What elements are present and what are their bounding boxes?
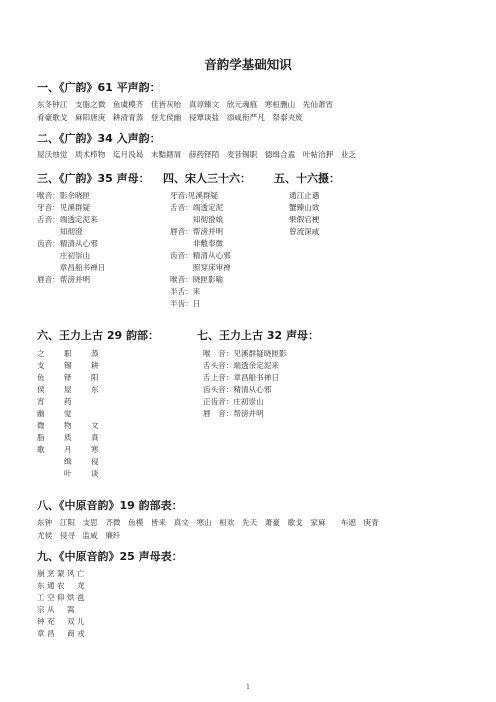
- list-item: 半舌：来: [170, 287, 201, 296]
- page-title: 音韵学基础知识: [204, 57, 292, 72]
- section-3-list: [37, 190, 105, 286]
- list-item: 工 空 仰 烘 邕: [37, 593, 85, 602]
- table-row: 微 物 文: [37, 421, 99, 430]
- list-item: 唇音：帮滂并明: [37, 275, 91, 284]
- list-item: 牙音：见溪群疑: [37, 203, 91, 212]
- section-6-heading: 六、王力上古 29 韵部：: [37, 329, 159, 342]
- table-row: 宵 药: [37, 397, 72, 406]
- list-item: 唇音：帮滂并明: [170, 227, 224, 236]
- list-item: 喉音：影余晓匣: [37, 191, 91, 200]
- list-item: 照穿床审禅: [170, 263, 231, 272]
- list-item: 非敷奉微: [170, 239, 224, 248]
- table-row: 幽 觉: [37, 409, 72, 418]
- table-row: 歌 月 寒: [37, 445, 99, 454]
- table-row: 之 职 蒸: [37, 349, 99, 358]
- list-item: 齿头音：精清从心邪: [203, 385, 272, 394]
- list-item: 舌音：端透定泥: [170, 203, 224, 212]
- table-row: 叶 谈: [64, 469, 99, 478]
- list-item: 牙音:见溪群疑: [170, 191, 219, 200]
- list-item: 半齿：日: [170, 299, 201, 308]
- list-item: 果假宕梗: [289, 215, 320, 224]
- list-item: 喉音：晓匣影喻: [170, 275, 224, 284]
- table-row: 支 锡 耕: [37, 361, 99, 370]
- section-4-list: [170, 190, 231, 310]
- table-row: 脂 质 真: [37, 433, 99, 442]
- list-item: 庄初崇山: [37, 251, 91, 260]
- list-item: 章昌船书禅日: [37, 263, 106, 272]
- list-item: 崩 烹 蒙 风 亡: [37, 569, 85, 578]
- section-1-line-1: 东冬钟江 支脂之微 鱼虞模齐 佳皆灰咍 真谆臻文 欣元魂痕 寒桓删山 先仙萧宵: [37, 100, 334, 109]
- section-1-heading: 一、《广韵》61 平声韵：: [37, 81, 161, 94]
- section-4-heading: 四、宋人三十六：: [163, 172, 251, 185]
- section-2-heading: 二、《广韵》34 入声韵：: [37, 132, 161, 145]
- table-row: 鱼 铎 阳: [37, 373, 99, 382]
- list-item: 知彻澄娘: [170, 215, 224, 224]
- section-2-line-1: 屋沃烛觉 质术栉物 迄月没曷 末黠鎋屑 薛药铎陌 麦昔锡职 德缉合盍 叶帖洽狎 业乏: [37, 150, 356, 159]
- section-8-line-1: 东钟 江阳 支思 齐微 鱼模 皆来 真文 寒山 桓欢 先天 萧豪 歌戈 家麻 车遮 庚青: [37, 518, 379, 527]
- list-item: 正齿音：庄初崇山: [203, 397, 264, 406]
- list-item: 齿音：精清从心邪: [170, 251, 231, 260]
- list-item: 知彻澄: [37, 227, 83, 236]
- section-5-list: [289, 190, 319, 238]
- section-3-heading: 三、《广韵》35 声母：: [37, 172, 150, 185]
- page-number: 1: [246, 684, 250, 691]
- section-6-table: [37, 348, 99, 480]
- list-item: 通江止遇: [289, 191, 320, 200]
- section-8-line-2: 尤侯 侵寻 监咸 廉纤: [37, 531, 121, 540]
- table-row: 缉 侵: [64, 457, 99, 466]
- table-row: 侯 屋 东: [37, 385, 99, 394]
- section-7-heading: 七、王力上古 32 声母：: [197, 329, 319, 342]
- list-item: 蟹臻山效: [289, 203, 320, 212]
- section-9-heading: 九、《中原音韵》25 声母表：: [37, 550, 183, 563]
- section-9-list: [37, 568, 85, 640]
- list-item: 宗 从 嵩: [37, 605, 75, 614]
- section-5-heading: 五、十六摄：: [274, 172, 340, 185]
- list-item: 舌音：端透定泥来: [37, 215, 98, 224]
- section-8-heading: 八、《中原音韵》19 韵部表：: [37, 499, 183, 512]
- list-item: 舌头音：端透余定泥来: [203, 361, 279, 370]
- list-item: 东 通 农 龙: [37, 581, 85, 590]
- section-7-list: [203, 348, 287, 420]
- list-item: 曾流深咸: [289, 227, 320, 236]
- list-item: 钟 充 双 儿: [37, 617, 85, 626]
- list-item: 章 昌 商 戎: [37, 629, 85, 638]
- list-item: 喉 音：见溪群疑晓匣影: [203, 349, 287, 358]
- list-item: 舌上音：章昌船书禅日: [203, 373, 279, 382]
- section-1-line-2: 肴豪歌戈 麻阳唐庚 耕清青蒸 登尤侯幽 侵覃谈盐 添咸衔严凡 祭泰夬废: [37, 113, 303, 122]
- list-item: 唇 音：帮滂并明: [203, 409, 264, 418]
- list-item: 齿音：精清从心邪: [37, 239, 98, 248]
